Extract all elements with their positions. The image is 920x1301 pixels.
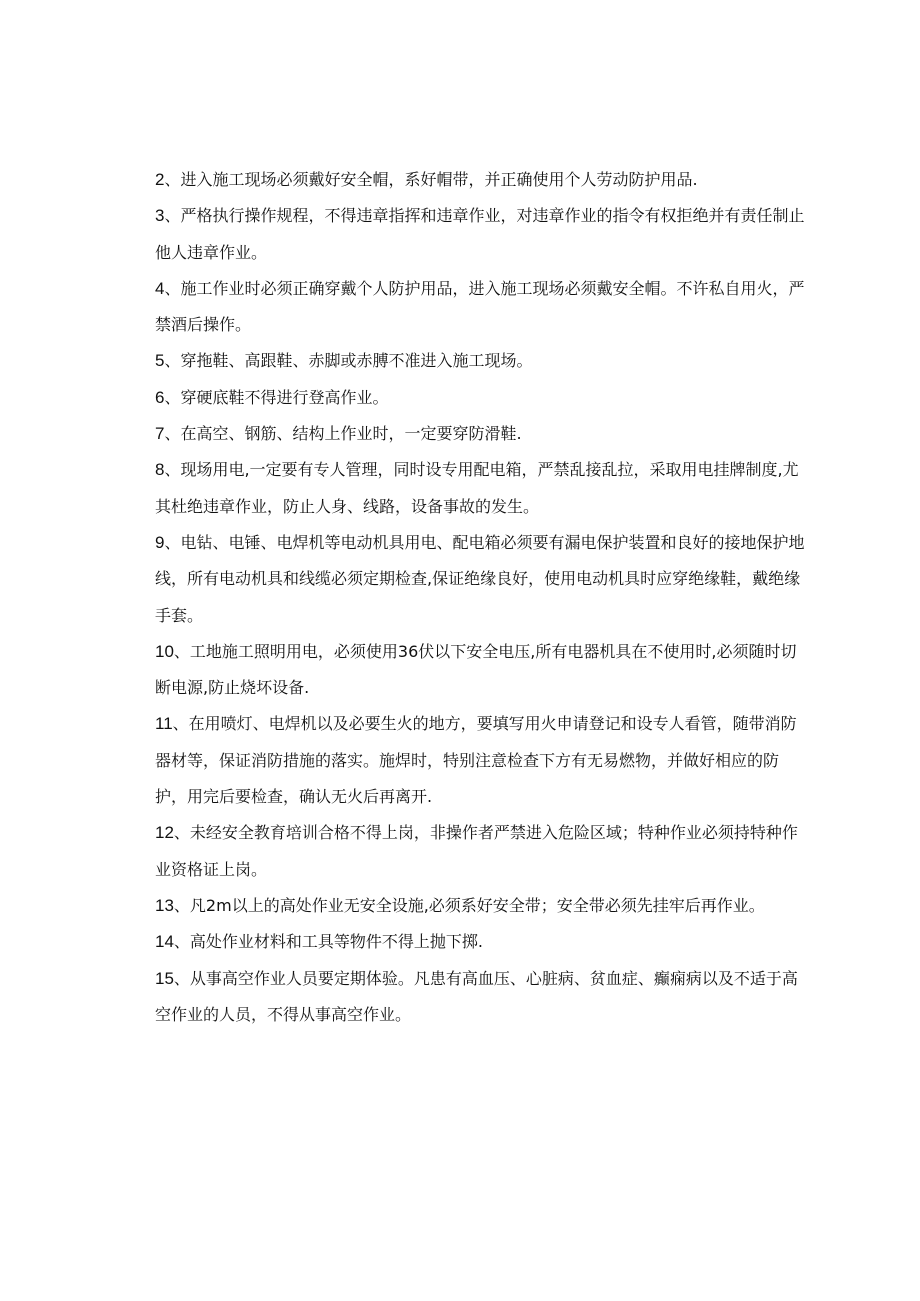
list-item bbox=[155, 961, 810, 1034]
item-text: 、在用喷灯、电焊机以及必要生火的地方，要填写用火申请登记和设专人看管，随带消防器材等，保证消防措施的落实。施焊时，特别注意检查下方有无易燃物，并做好相应的防护，用完后要检查，确认无火后再离开. bbox=[155, 714, 797, 807]
safety-rules-list bbox=[155, 162, 810, 1033]
list-item bbox=[155, 706, 810, 815]
list-item bbox=[155, 198, 810, 271]
item-text: 、严格执行操作规程，不得违章指挥和违章作业，对违章作业的指令有权拒绝并有责任制止他人违章作业。 bbox=[155, 206, 805, 262]
list-item bbox=[155, 815, 810, 888]
item-text: 、未经安全教育培训合格不得上岗，非操作者严禁进入危险区域；特种作业必须持特种作业资格证上岗。 bbox=[155, 823, 798, 879]
item-number: 9 bbox=[155, 532, 165, 552]
item-text: 、进入施工现场必须戴好安全帽，系好帽带，并正确使用个人劳动防护用品. bbox=[164, 170, 698, 189]
item-number: 7 bbox=[155, 424, 165, 444]
item-text: 、凡2m以上的高处作业无安全设施,必须系好安全带；安全带必须先挂牢后再作业。 bbox=[173, 895, 765, 915]
item-number: 4 bbox=[155, 278, 165, 298]
item-number: 12 bbox=[155, 823, 174, 843]
item-text: 、高处作业材料和工具等物件不得上抛下掷. bbox=[173, 932, 484, 952]
list-item bbox=[155, 343, 810, 379]
list-item bbox=[155, 380, 810, 416]
item-number: 10 bbox=[155, 641, 174, 661]
list-item bbox=[155, 452, 810, 525]
list-item bbox=[155, 924, 810, 960]
item-text: 、在高空、钢筋、结构上作业时，一定要穿防滑鞋. bbox=[164, 424, 522, 444]
item-text: 、现场用电,一定要有专人管理，同时设专用配电箱，严禁乱接乱拉，采取用电挂牌制度,尤其杜绝违章作业，防止人身、线路，设备事故的发生。 bbox=[155, 460, 799, 516]
item-number: 8 bbox=[155, 460, 165, 480]
item-number: 2 bbox=[155, 170, 165, 189]
item-text: 、穿硬底鞋不得进行登高作业。 bbox=[164, 387, 389, 407]
list-item bbox=[155, 162, 810, 198]
list-item bbox=[155, 634, 810, 707]
list-item bbox=[155, 525, 810, 634]
list-item bbox=[155, 888, 810, 924]
item-number: 15 bbox=[155, 968, 174, 988]
item-number: 14 bbox=[155, 932, 174, 952]
list-item bbox=[155, 271, 810, 344]
list-item bbox=[155, 416, 810, 452]
item-number: 5 bbox=[155, 351, 165, 371]
item-number: 3 bbox=[155, 206, 165, 226]
item-text: 、施工作业时必须正确穿戴个人防护用品，进入施工现场必须戴安全帽。不许私自用火，严禁酒后操作。 bbox=[155, 278, 805, 335]
item-number: 11 bbox=[155, 714, 173, 734]
item-number: 6 bbox=[155, 387, 165, 407]
item-text: 、工地施工照明用电，必须使用36伏以下安全电压,所有电器机具在不使用时,必须随时切断电源,防止烧坏设备. bbox=[155, 641, 797, 698]
item-text: 、穿拖鞋、高跟鞋、赤脚或赤膊不准进入施工现场。 bbox=[164, 351, 533, 371]
item-text: 、电钻、电锤、电焊机等电动机具用电、配电箱必须要有漏电保护装置和良好的接地保护地线，所有电动机具和线缆必须定期检查,保证绝缘良好，使用电动机具时应穿绝缘鞋，戴绝缘手套。 bbox=[155, 532, 805, 625]
item-text: 、从事高空作业人员要定期体验。凡患有高血压、心脏病、贫血症、癫痫病以及不适于高空作业的人员，不得从事高空作业。 bbox=[155, 968, 798, 1024]
item-number: 13 bbox=[155, 895, 174, 915]
